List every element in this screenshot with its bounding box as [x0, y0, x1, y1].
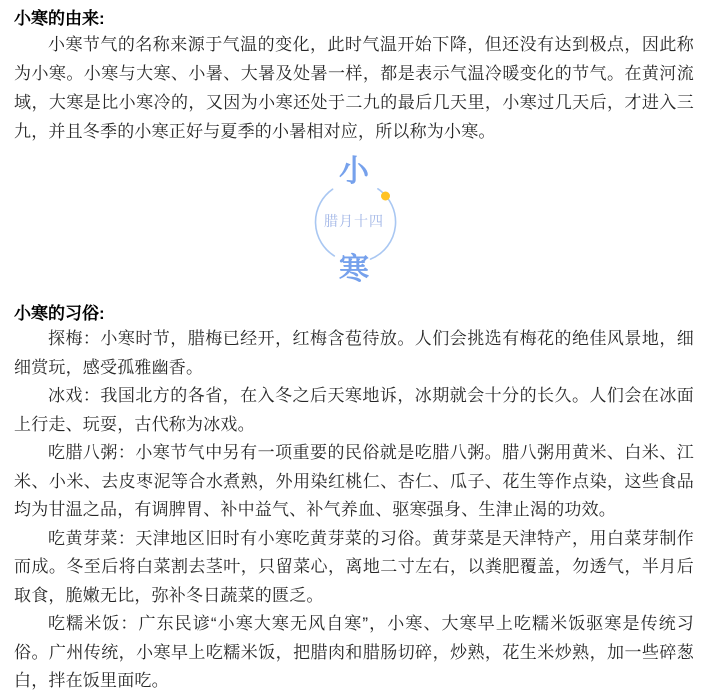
accent-dot-icon [381, 192, 390, 201]
heading-origin: 小寒的由来: [14, 9, 105, 28]
heading-customs: 小寒的习俗: [14, 304, 105, 323]
badge-char-top: 小 [339, 155, 369, 188]
badge-char-bottom: 寒 [339, 253, 369, 286]
paragraph-custom-ice-play: 冰戏：我国北方的各省，在入冬之后天寒地诉，冰期就会十分的长久。人们会在冰面上行走、玩耍，古代称为冰戏。 [14, 386, 694, 434]
paragraph-custom-yellow-sprout: 吃黄芽菜：天津地区旧时有小寒吃黄芽菜的习俗。黄芽菜是天津特产，用白菜芽制作而成。冬至后将白菜割去茎叶，只留菜心，离地二寸左右，以粪肥覆盖，勿透气，半月后取食，脆嫩无比，弥补冬日蔬菜的匮乏。 [14, 528, 694, 605]
paragraph-custom-laba-porridge: 吃腊八粥：小寒节气中另有一项重要的民俗就是吃腊八粥。腊八粥用黄米、白米、江米、小米、去皮枣泥等合水煮熟，外用染红桃仁、杏仁、瓜子、花生等作点染，这些食品均为甘温之品，有调脾胃、补中益气、补气养血、驱寒强身、生津止渴的功效。 [14, 443, 694, 519]
paragraph-origin: 小寒节气的名称来源于气温的变化，此时气温开始下降，但还没有达到极点，因此称为小寒。小寒与大寒、小暑、大暑及处暑一样，都是表示气温冷暖变化的节气。在黄河流域，大寒是比小寒冷的，又因为小寒还处于二九的最后几天里，小寒过几天后，才进入三九，并且冬季的小寒正好与夏季的小暑相对应，所以称为小寒。 [14, 35, 694, 141]
paragraph-custom-glutinous-rice: 吃糯米饭：广东民谚“小寒大寒无风自寒”，小寒、大寒早上吃糯米饭驱寒是传统习俗。广州传统，小寒早上吃糯米饭，把腊肉和腊肠切碎，炒熟，花生米炒熟，加一些碎葱白，拌在饭里面吃。 [14, 614, 694, 690]
paragraph-custom-plum: 探梅：小寒时节，腊梅已经开，红梅含苞待放。人们会挑选有梅花的绝佳风景地，细细赏玩，感受孤雅幽香。 [14, 329, 694, 377]
solar-term-badge [284, 155, 425, 295]
badge-date-label: 腊月十四 [324, 213, 384, 229]
